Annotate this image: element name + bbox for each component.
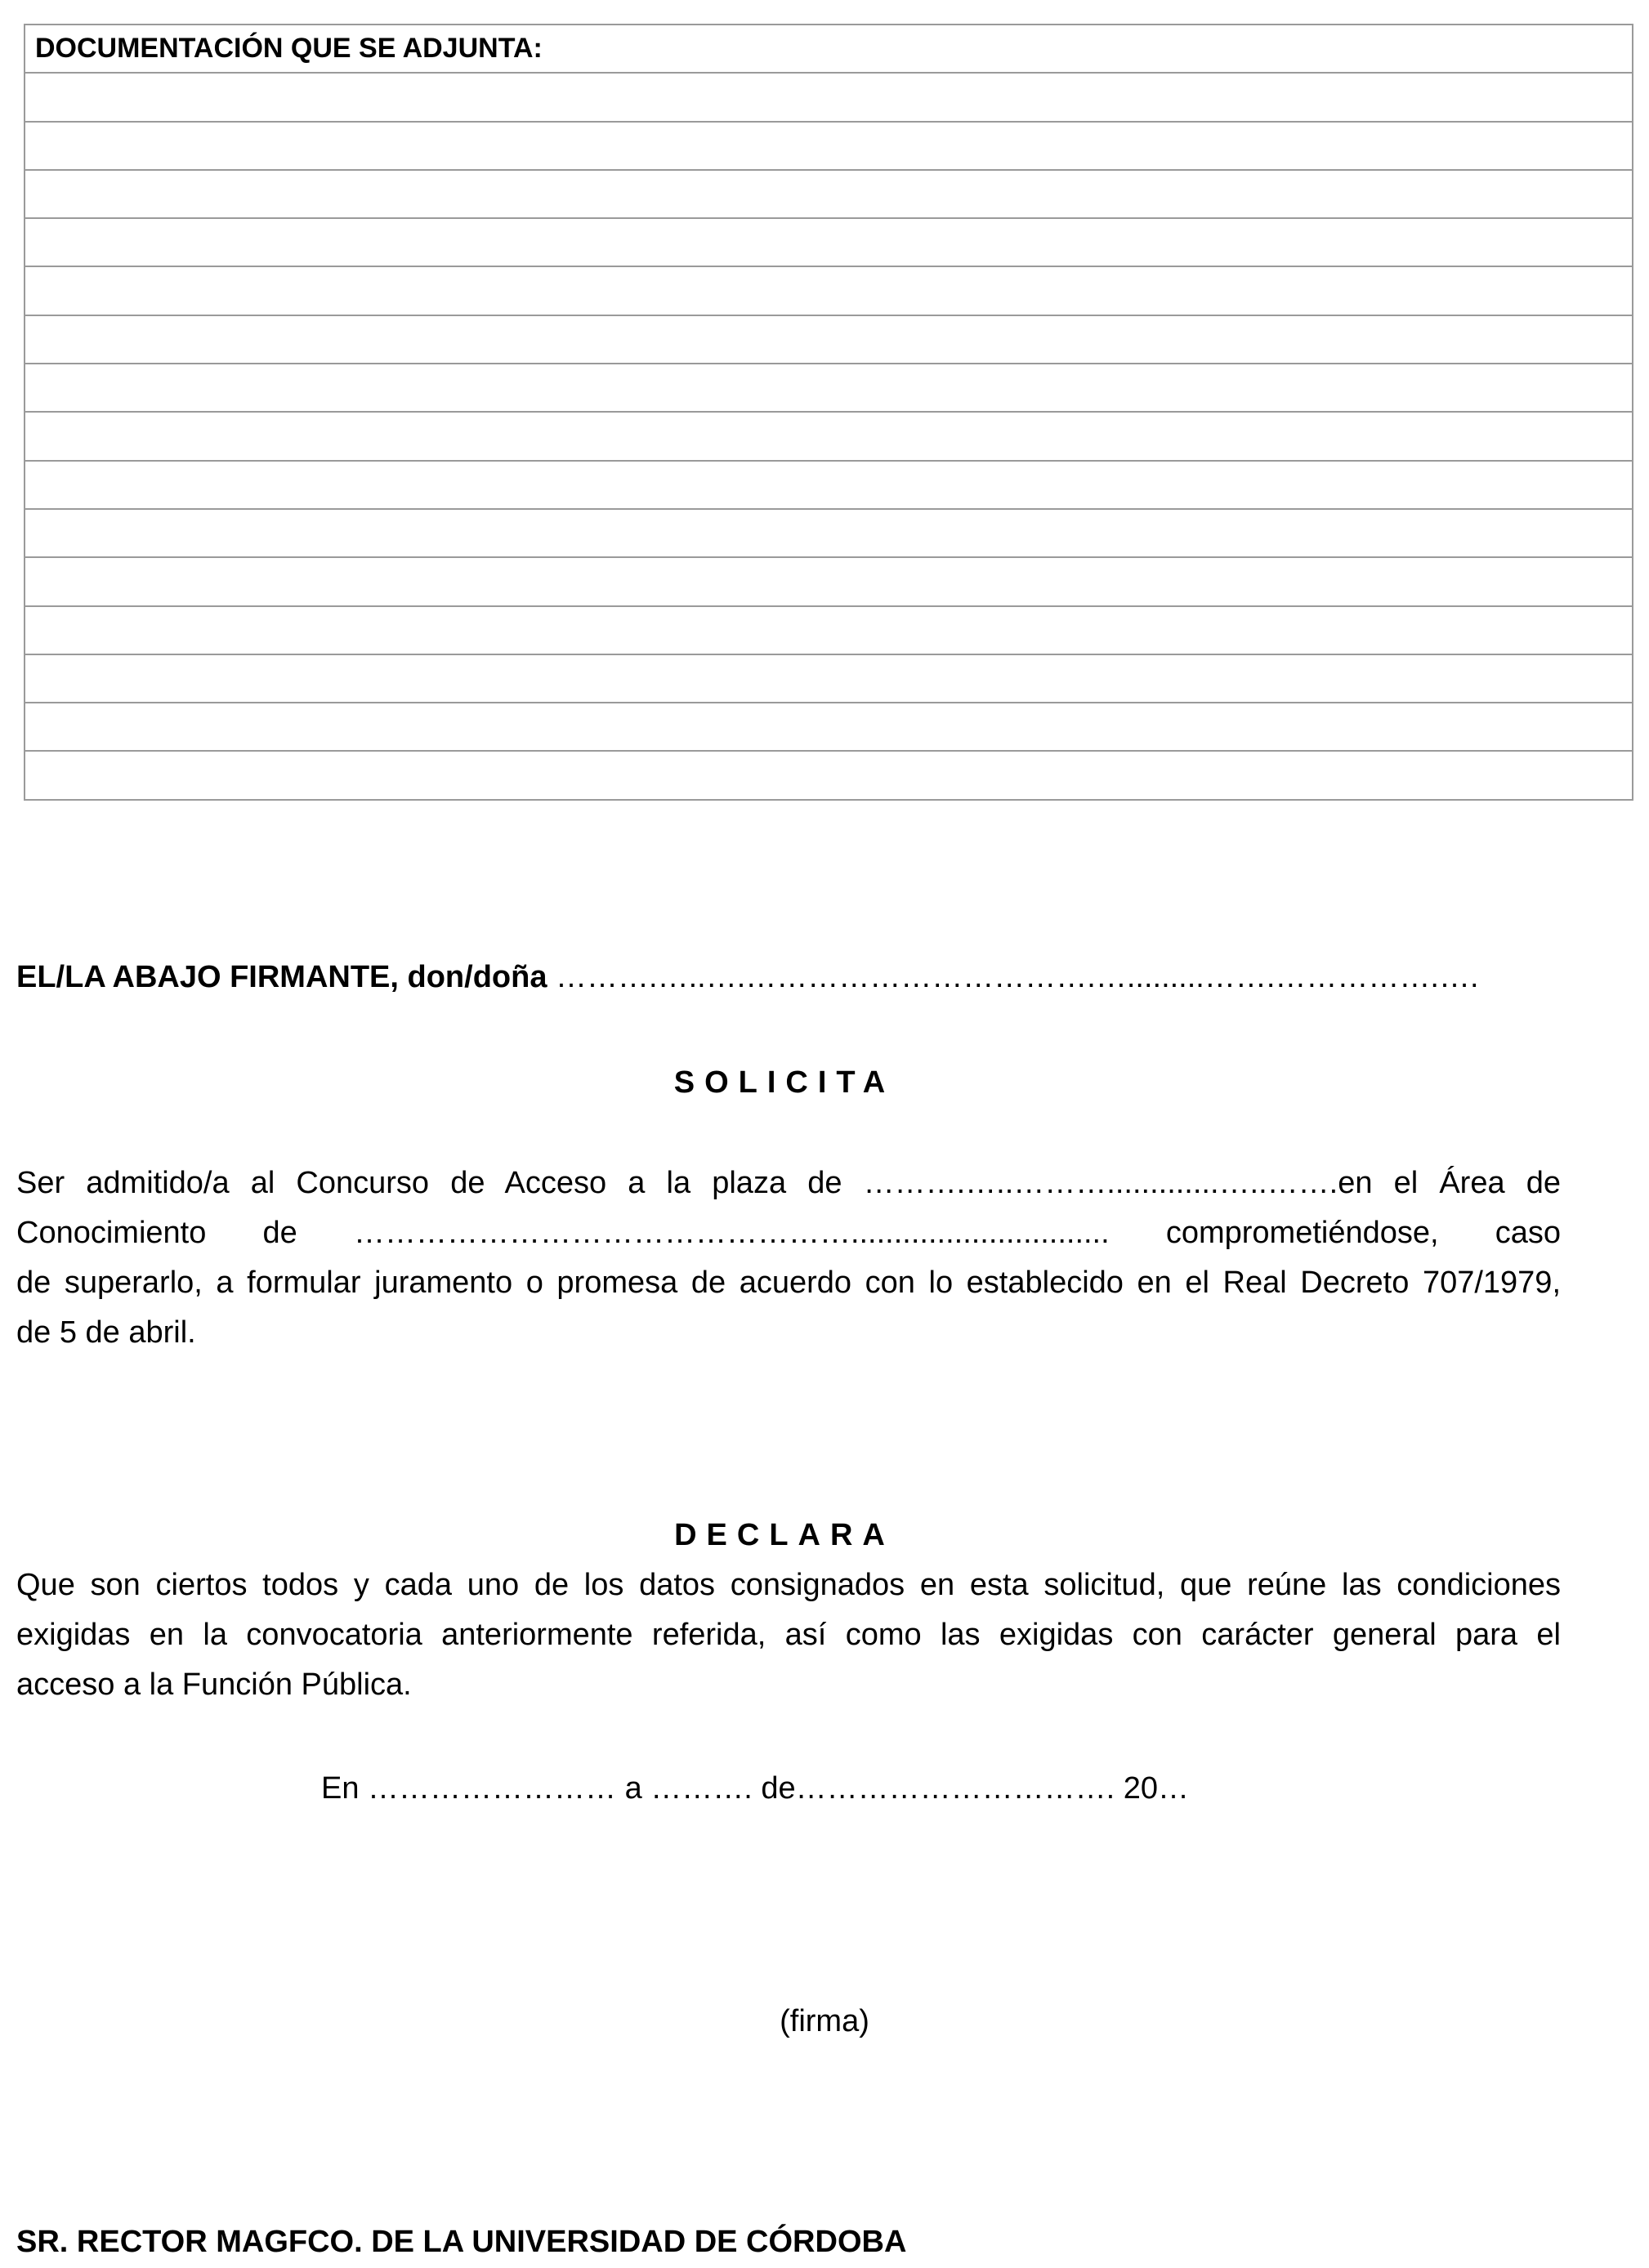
firmante-label: EL/LA ABAJO FIRMANTE, don/doña [16, 960, 547, 994]
table-row[interactable] [25, 509, 1633, 557]
solicita-line-4: de 5 de abril. [16, 1315, 196, 1350]
documentation-entry-field[interactable] [25, 122, 1633, 170]
table-row[interactable] [25, 170, 1633, 218]
documentation-entry-field[interactable] [25, 266, 1633, 315]
solicita-line-3: de superarlo, a formular juramento o promesa de acuerdo con lo establecido en el Real Decreto 707/1979, [16, 1266, 1561, 1300]
table-row[interactable] [25, 73, 1633, 121]
table-row[interactable] [25, 703, 1633, 751]
declara-line-3: acceso a la Función Pública. [16, 1668, 412, 1702]
signature-label: (firma) [780, 2004, 869, 2038]
documentation-header-row [25, 25, 1633, 73]
declara-heading: DECLARA [674, 1518, 895, 1552]
firmante-name-blank[interactable]: ……….…..….…………………………….….........…….…………….…. [556, 960, 1479, 994]
table-row[interactable] [25, 315, 1633, 364]
place-date-line[interactable]: En …………………… a ………. de…………………………. 20… [321, 1771, 1190, 1806]
documentation-entry-field[interactable] [25, 461, 1633, 509]
table-row[interactable] [25, 364, 1633, 412]
documentation-entry-field[interactable] [25, 703, 1633, 751]
documentation-entry-field[interactable] [25, 509, 1633, 557]
documentation-entry-field[interactable] [25, 606, 1633, 654]
solicita-line-1: Ser admitido/a al Concurso de Acceso a la plaza de ……….…..……….............…..…….en el Área de [16, 1166, 1561, 1200]
declara-line-2: exigidas en la convocatoria anteriormente referida, así como las exigidas con carácter general para el [16, 1618, 1561, 1652]
documentation-header: DOCUMENTACIÓN QUE SE ADJUNTA: [25, 25, 1633, 73]
solicita-line-2: Conocimiento de ………………………………………….............................. comprometiéndose, caso [16, 1216, 1561, 1250]
table-row[interactable] [25, 122, 1633, 170]
documentation-entry-field[interactable] [25, 412, 1633, 460]
table-row[interactable] [25, 557, 1633, 605]
table-row[interactable] [25, 751, 1633, 799]
table-row[interactable] [25, 606, 1633, 654]
table-row[interactable] [25, 461, 1633, 509]
documentation-entry-field[interactable] [25, 73, 1633, 121]
table-row[interactable] [25, 654, 1633, 703]
addressee: SR. RECTOR MAGFCO. DE LA UNIVERSIDAD DE CÓRDOBA [16, 2225, 907, 2259]
documentation-entry-field[interactable] [25, 218, 1633, 266]
documentation-entry-field[interactable] [25, 654, 1633, 703]
table-row[interactable] [25, 218, 1633, 266]
table-row[interactable] [25, 412, 1633, 460]
documentation-entry-field[interactable] [25, 315, 1633, 364]
solicita-heading: SOLICITA [673, 1065, 896, 1100]
documentation-entry-field[interactable] [25, 751, 1633, 799]
table-row[interactable] [25, 266, 1633, 315]
documentation-entry-field[interactable] [25, 170, 1633, 218]
solicita-heading-wrap [0, 1058, 1569, 1108]
documentation-entry-field[interactable] [25, 364, 1633, 412]
firmante-line [16, 953, 1561, 1002]
declara-heading-wrap [0, 1511, 1569, 1560]
declara-line-1: Que son ciertos todos y cada uno de los datos consignados en esta solicitud, que reúne las condiciones [16, 1568, 1561, 1602]
documentation-entry-field[interactable] [25, 557, 1633, 605]
documentation-table [24, 24, 1633, 801]
